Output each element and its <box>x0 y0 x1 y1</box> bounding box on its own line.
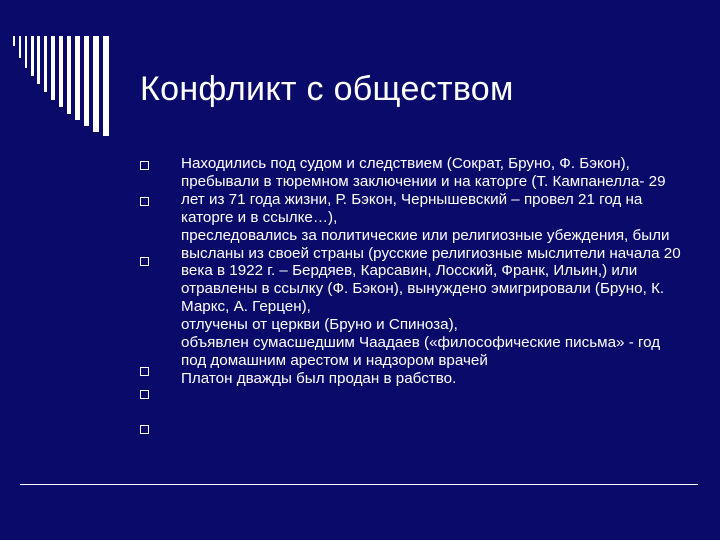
hollow-square-bullet-icon <box>140 197 149 206</box>
bullet-item: объявлен сумасшедшим Чаадаев («философические письма» - год под домашним арестом и надзором врачей <box>181 334 661 369</box>
bullet-item: преследовались за политические или религиозные убеждения, были высланы из своей страны (русские религиозные мыслители начала 20 века в 1922 г. – Бердяев, Карсавин, Лосский, Франк, Ильин,) или отравлены в ссылку (Ф. Бэкон), вынуждено эмигрировали (Бруно, К. Маркс, А. Герцен), <box>181 226 681 316</box>
hollow-square-bullet-icon <box>140 367 149 376</box>
bullet-item: отлучены от церкви (Бруно и Спиноза), <box>181 316 458 334</box>
hollow-square-bullet-icon <box>140 257 149 266</box>
hollow-square-bullet-icon <box>140 425 149 434</box>
hollow-square-bullet-icon <box>140 390 149 399</box>
stripes-decoration <box>0 0 140 145</box>
bullet-item: пребывали в тюремном заключении и на каторге (Т. Кампанелла- 29 лет из 71 года жизни, Р. Бэкон, Чернышевский – провел 21 год на каторге и в ссылке…), <box>181 172 666 226</box>
divider-line <box>20 484 698 485</box>
hollow-square-bullet-icon <box>140 161 149 170</box>
bullet-list <box>181 155 681 388</box>
slide-title: Конфликт с обществом <box>140 70 514 108</box>
bullet-item: Находились под судом и следствием (Сократ, Бруно, Ф. Бэкон), <box>181 155 630 172</box>
bullet-item: Платон дважды был продан в рабство. <box>181 369 457 387</box>
